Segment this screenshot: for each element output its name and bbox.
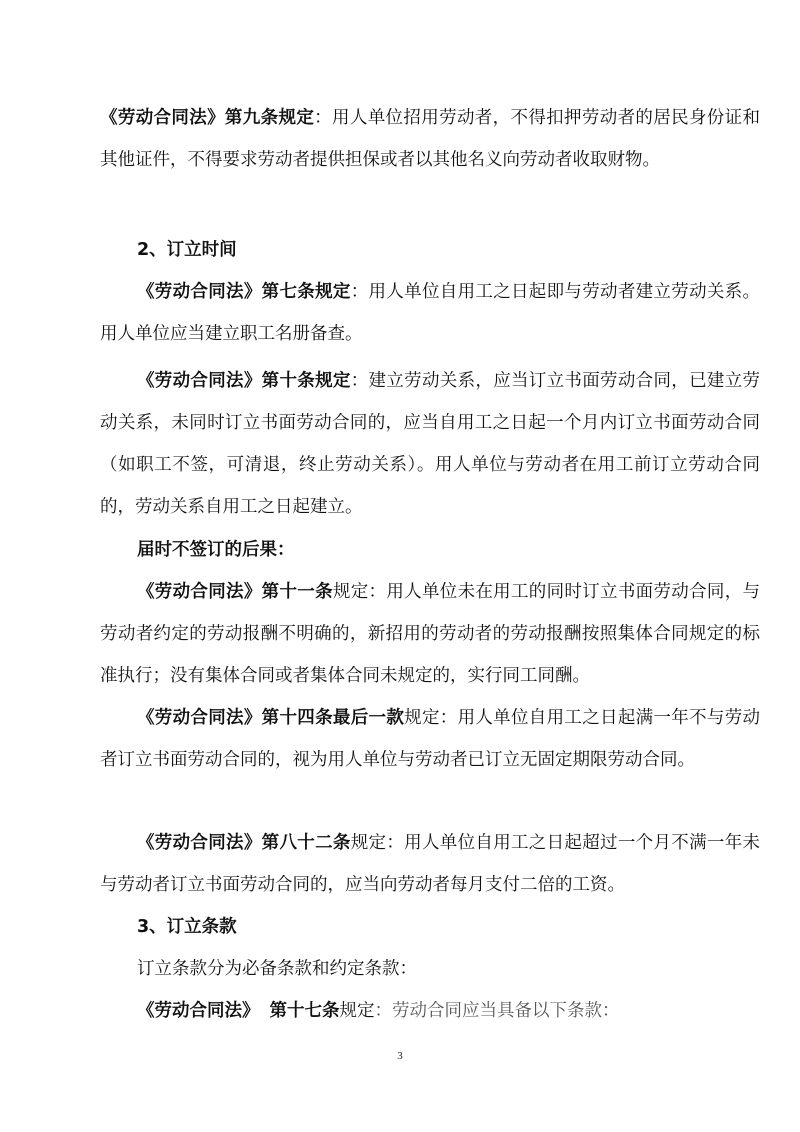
paragraph-text: 规定：用人单位自用工之日起满一年不与劳动者订立书面劳动合同的，视为用人单位与劳动者已订立无固定期限劳动合同。 (100, 708, 761, 770)
paragraph-article-14 (100, 697, 760, 781)
paragraph-article-11 (100, 571, 760, 697)
paragraph-article-17 (100, 990, 760, 1032)
paragraph-text: 规定：用人单位未在用工的同时订立书面劳动合同，与劳动者约定的劳动报酬不明确的，新招用的劳动者的劳动报酬按照集体合同规定的标准执行；没有集体合同或者集体合同未规定的，实行同工同酬。 (100, 582, 761, 686)
article-reference: 《劳动合同法》第十四条最后一款 (137, 708, 405, 728)
article-reference: 《劳动合同法》第十条规定 (137, 371, 351, 391)
article-reference: 《劳动合同法》第七条规定 (137, 282, 351, 302)
paragraph-text: 规定 (339, 1001, 375, 1021)
article-reference: 《劳动合同法》第九条规定 (100, 108, 315, 128)
section-heading-consequence: 届时不签订的后果： (137, 540, 295, 560)
paragraph-article-7 (100, 271, 760, 355)
article-reference-number: 第十七条 (269, 1001, 340, 1021)
paragraph-clauses-intro (100, 948, 760, 990)
section-heading-signing-time: 2、订立时间 (137, 240, 237, 260)
paragraph-article-82 (100, 822, 760, 906)
section-heading-clauses: 3、订立条款 (137, 917, 237, 937)
article-reference: 《劳动合同法》 (137, 1001, 260, 1021)
paragraph-text: ：用人单位招用劳动者，不得扣押劳动者的居民身份证和其他证件，不得要求劳动者提供担保或者以其他名义向劳动者收取财物。 (100, 108, 761, 170)
article-reference: 《劳动合同法》第十一条 (137, 582, 333, 602)
paragraph-text: ：用人单位自用工之日起即与劳动者建立劳动关系。用人单位应当建立职工名册备查。 (100, 282, 761, 344)
paragraph-text: 订立条款分为必备条款和约定条款： (137, 959, 417, 979)
article-reference: 《劳动合同法》第八十二条 (137, 833, 351, 853)
paragraph-article-9 (100, 97, 760, 181)
page-number: 3 (397, 1050, 403, 1062)
paragraph-text: 规定：用人单位自用工之日起超过一个月不满一年未与劳动者订立书面劳动合同的，应当向劳动者每月支付二倍的工资。 (100, 833, 761, 895)
paragraph-text: ：建立劳动关系，应当订立书面劳动合同，已建立劳动关系，未同时订立书面劳动合同的，应当自用工之日起一个月内订立书面劳动合同（如职工不签，可清退，终止劳动关系）。用人单位与劳动者在用工前订立劳动合同的，劳动关系自用工之日起建立。 (100, 371, 761, 517)
paragraph-article-10 (100, 360, 760, 528)
paragraph-text-gray: ：劳动合同应当具备以下条款： (374, 1001, 620, 1021)
